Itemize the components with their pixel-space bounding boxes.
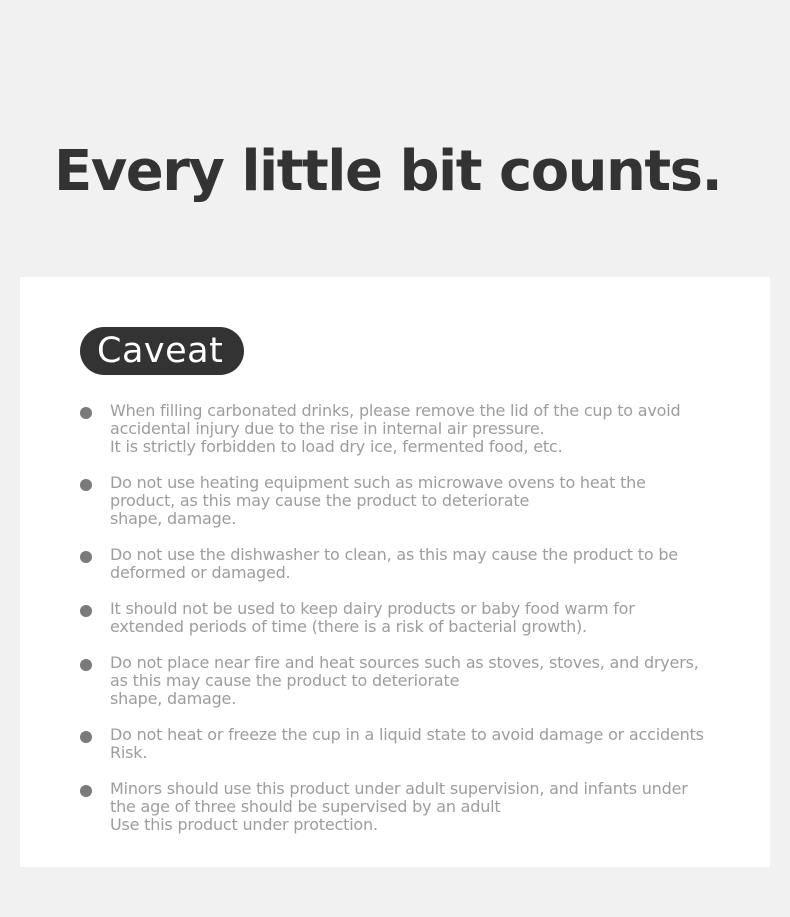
- caveat-text: Do not use the dishwasher to clean, as this may cause the product to be deformed or damaged.: [110, 545, 678, 582]
- caveat-text: Do not place near fire and heat sources such as stoves, stoves, and dryers, as this may cause the product to deteriorate shape, damage.: [110, 653, 699, 708]
- bullet-icon: [80, 605, 92, 617]
- caveat-item: [80, 546, 720, 600]
- caveat-text: When filling carbonated drinks, please remove the lid of the cup to avoid accidental injury due to the rise in internal air pressure. It is strictly forbidden to load dry ice, fermented food, etc.: [110, 401, 681, 456]
- caveat-item: [80, 654, 720, 726]
- bullet-icon: [80, 407, 92, 419]
- caveat-text: Minors should use this product under adult supervision, and infants under the age of three should be supervised by an adult Use this product under protection.: [110, 779, 688, 834]
- caveat-item: [80, 780, 720, 834]
- caveat-item: [80, 726, 720, 780]
- bullet-icon: [80, 785, 92, 797]
- caveat-card: [20, 277, 770, 867]
- bullet-icon: [80, 479, 92, 491]
- bullet-icon: [80, 659, 92, 671]
- headline: Every little bit counts.: [54, 139, 722, 204]
- caveat-item: [80, 402, 720, 474]
- caveat-badge: Caveat: [80, 327, 244, 375]
- caveat-text: It should not be used to keep dairy products or baby food warm for extended periods of time (there is a risk of bacterial growth).: [110, 599, 635, 636]
- caveat-item: [80, 474, 720, 546]
- caveat-list: [80, 402, 720, 834]
- bullet-icon: [80, 731, 92, 743]
- caveat-item: [80, 600, 720, 654]
- caveat-text: Do not heat or freeze the cup in a liquid state to avoid damage or accidents Risk.: [110, 725, 704, 762]
- caveat-text: Do not use heating equipment such as microwave ovens to heat the product, as this may cause the product to deteriorate shape, damage.: [110, 473, 646, 528]
- bullet-icon: [80, 551, 92, 563]
